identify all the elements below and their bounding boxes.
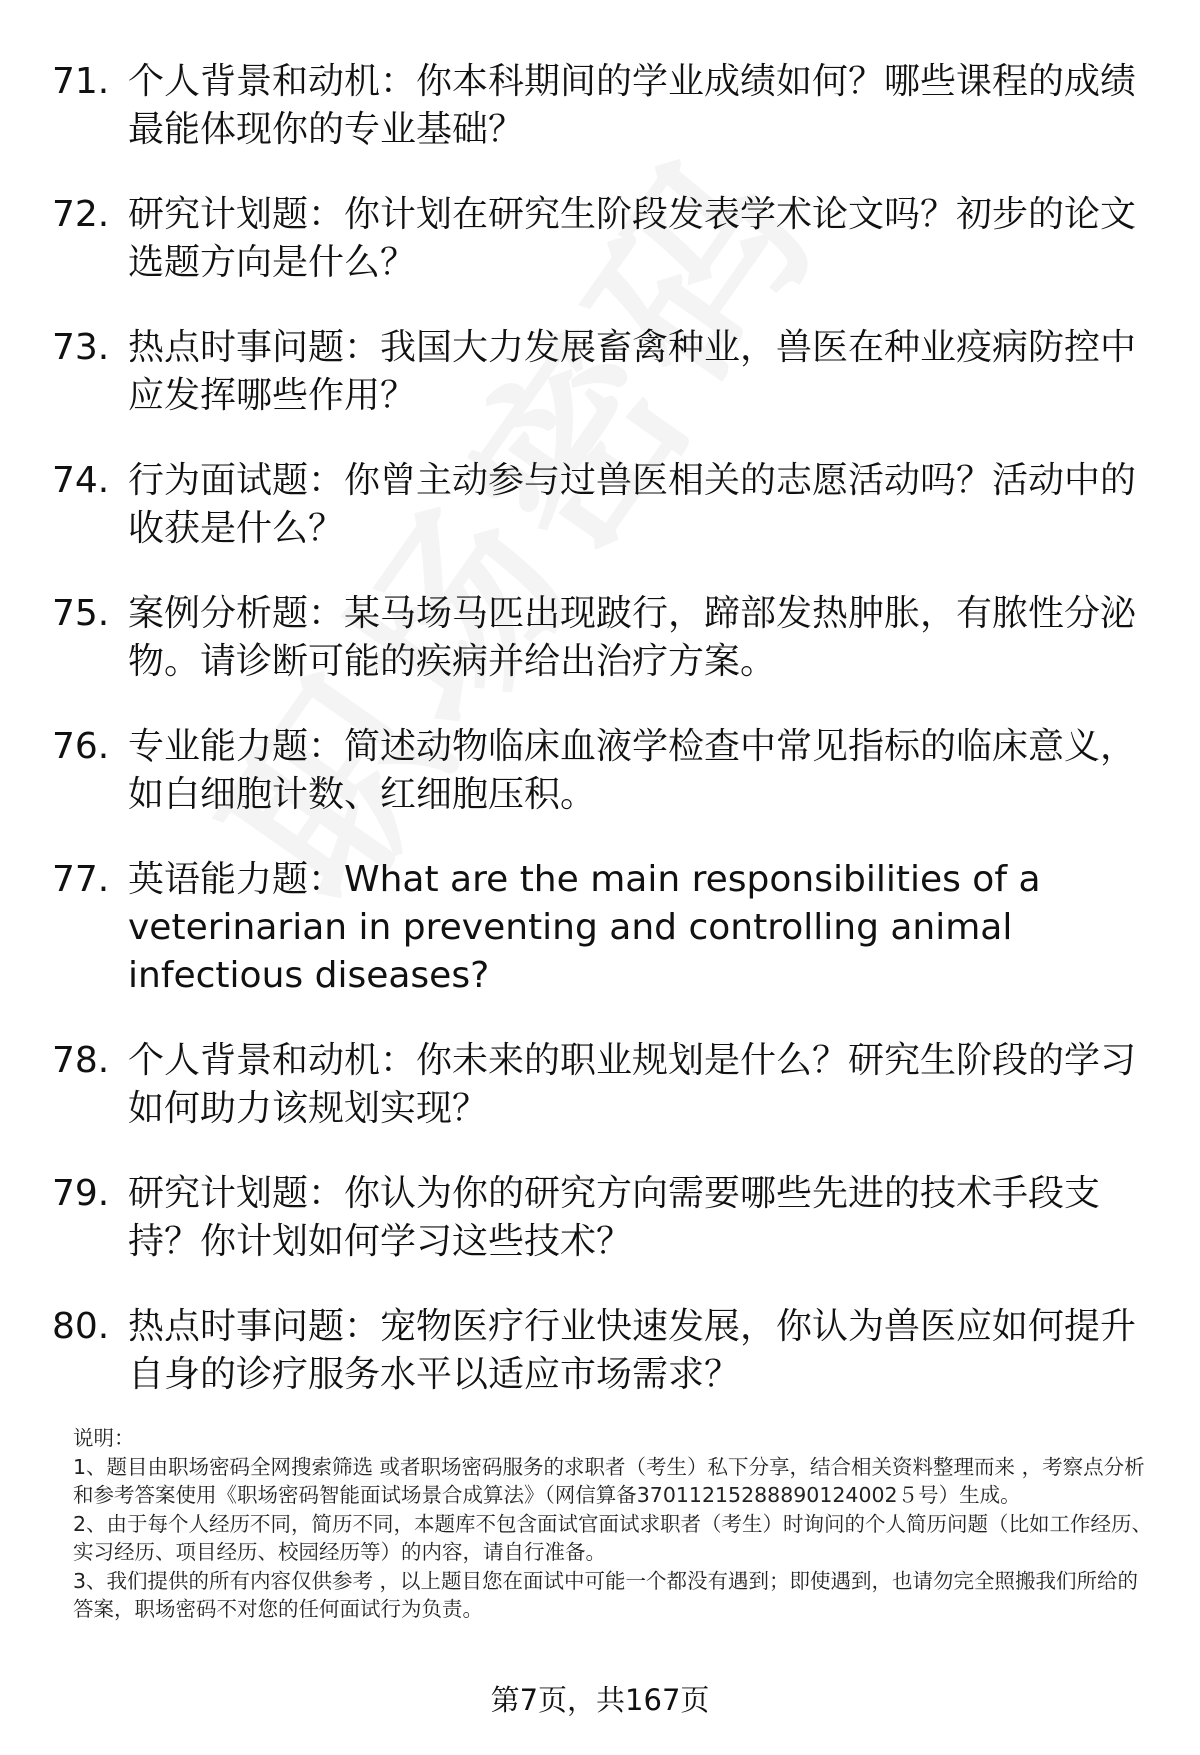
question-number: 80. bbox=[52, 1306, 110, 1347]
disclaimer-note bbox=[73, 1424, 1158, 1624]
question-number: 79. bbox=[52, 1173, 110, 1214]
question-text: 案例分析题：某马场马匹出现跛行，蹄部发热肿胀，有脓性分泌物。请诊断可能的疾病并给出治疗方案。 bbox=[128, 593, 1137, 682]
question-item bbox=[52, 856, 1152, 1000]
question-number: 71. bbox=[52, 61, 110, 102]
question-text: 研究计划题：你计划在研究生阶段发表学术论文吗？初步的论文选题方向是什么？ bbox=[128, 194, 1137, 283]
question-item bbox=[52, 58, 1152, 154]
question-text: 专业能力题：简述动物临床血液学检查中常见指标的临床意义，如白细胞计数、红细胞压积。 bbox=[128, 726, 1137, 815]
question-item bbox=[52, 1303, 1152, 1399]
question-item bbox=[52, 723, 1152, 819]
note-item: 1、题目由职场密码全网搜索筛选 或者职场密码服务的求职者（考生）私下分享，结合相关资料整理而来 ，考察点分析和参考答案使用《职场密码智能面试场景合成算法》（网信算备37011215288890124002５号）生成。 bbox=[73, 1454, 1145, 1507]
question-item bbox=[52, 590, 1152, 686]
question-text: 英语能力题：What are the main responsibilities of a veterinarian in preventing and controlling animal infectious diseases? bbox=[128, 859, 1041, 996]
question-item bbox=[52, 1037, 1152, 1133]
question-text: 研究计划题：你认为你的研究方向需要哪些先进的技术手段支持？你计划如何学习这些技术？ bbox=[128, 1173, 1101, 1262]
page-number: 第7页，共167页 bbox=[490, 1683, 710, 1717]
question-number: 72. bbox=[52, 194, 110, 235]
question-item bbox=[52, 191, 1152, 287]
question-number: 74. bbox=[52, 460, 110, 501]
question-item bbox=[52, 324, 1152, 420]
question-text: 热点时事问题：我国大力发展畜禽种业，兽医在种业疫病防控中应发挥哪些作用？ bbox=[128, 327, 1137, 416]
note-item: 3、我们提供的所有内容仅供参考 ，以上题目您在面试中可能一个都没有遇到；即使遇到，也请勿完全照搬我们所给的答案，职场密码不对您的任何面试行为负责。 bbox=[73, 1568, 1139, 1621]
question-item bbox=[52, 1170, 1152, 1266]
question-text: 个人背景和动机：你本科期间的学业成绩如何？哪些课程的成绩最能体现你的专业基础？ bbox=[128, 61, 1137, 150]
question-number: 76. bbox=[52, 726, 110, 767]
question-text: 个人背景和动机：你未来的职业规划是什么？研究生阶段的学习如何助力该规划实现？ bbox=[128, 1040, 1137, 1129]
question-number: 78. bbox=[52, 1040, 110, 1081]
question-text: 热点时事问题：宠物医疗行业快速发展，你认为兽医应如何提升自身的诊疗服务水平以适应市场需求？ bbox=[128, 1306, 1137, 1395]
question-item bbox=[52, 457, 1152, 553]
question-list bbox=[52, 58, 1152, 1436]
note-item: 2、由于每个人经历不同，简历不同，本题库不包含面试官面试求职者（考生）时询问的个人简历问题（比如工作经历、实习经历、项目经历、校园经历等）的内容，请自行准备。 bbox=[73, 1511, 1153, 1564]
question-number: 75. bbox=[52, 593, 110, 634]
note-title: 说明： bbox=[73, 1426, 135, 1450]
question-number: 77. bbox=[52, 859, 110, 900]
question-text: 行为面试题：你曾主动参与过兽医相关的志愿活动吗？活动中的收获是什么？ bbox=[128, 460, 1137, 549]
question-number: 73. bbox=[52, 327, 110, 368]
